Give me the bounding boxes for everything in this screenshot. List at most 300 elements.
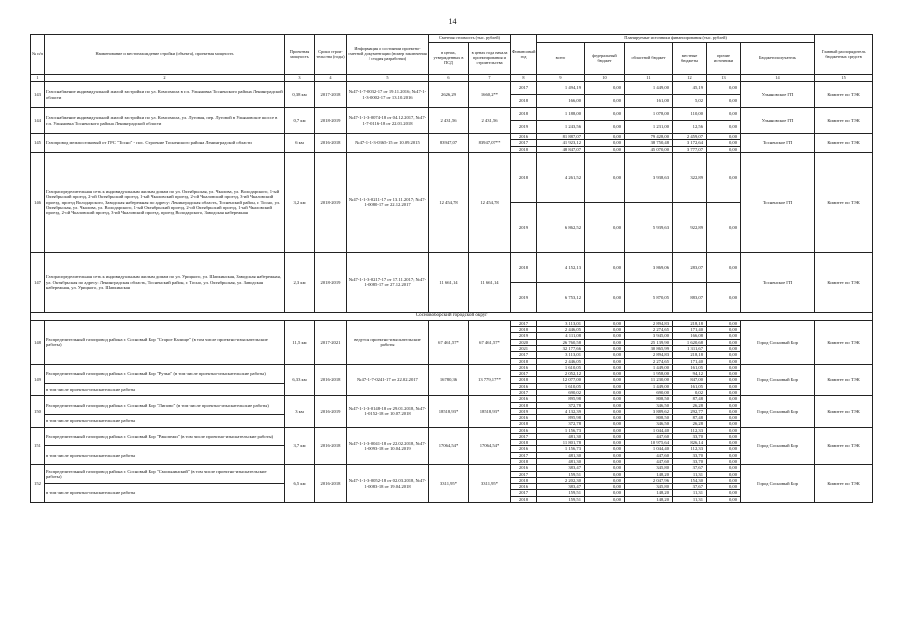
cell-local: 45,19 xyxy=(673,82,707,95)
cell-federal: 0,00 xyxy=(585,377,625,383)
project-name: Газопровод межпоселковый от ГРС "Тосно" - пос. Строение Тосненского района Ленинградской области xyxy=(45,134,285,153)
cell-total: 81 887,07 xyxy=(537,134,585,140)
cell-regional: 148,20 xyxy=(625,490,673,496)
project-doc-info: №47-1-1-3-0052-18 от 02.03.2018, №47-1-0083-18 от 19.04.2018 xyxy=(347,465,429,503)
table-row xyxy=(31,364,873,370)
cell-regional: 1 958,00 xyxy=(625,371,673,377)
project-manager: Комитет по ТЭК xyxy=(815,134,873,153)
project-capacity: 3 км xyxy=(285,396,315,427)
cell-regional: 2 274,65 xyxy=(625,358,673,364)
cell-year: 2020 xyxy=(511,339,537,345)
cell-regional: 346,50 xyxy=(625,402,673,408)
cell-total: 2 052,12 xyxy=(537,371,585,377)
header-doc-info: Информация о состоянии проектно-сметной документации (номер заключения / стадия разработки) xyxy=(347,35,429,75)
project-period: 2016-2019 xyxy=(315,396,347,427)
cell-year: 2016 xyxy=(511,396,537,402)
cell-local: 37,67 xyxy=(673,484,707,490)
col-number: 12 xyxy=(673,75,707,82)
cell-other: 0,00 xyxy=(707,320,741,326)
cell-regional: 346,50 xyxy=(625,421,673,427)
cell-federal: 0,00 xyxy=(585,427,625,433)
cell-local: 11,31 xyxy=(673,490,707,496)
col-number: 13 xyxy=(707,75,741,82)
col-number: 6 xyxy=(429,75,469,82)
cell-year: 2016 xyxy=(511,415,537,421)
project-recipient: Ульяновское ГП xyxy=(741,82,815,108)
cell-federal: 0,00 xyxy=(585,82,625,95)
project-manager: Комитет по ТЭК xyxy=(815,465,873,503)
table-row xyxy=(31,465,873,471)
cell-year: 2018 xyxy=(511,402,537,408)
project-capacity: 11,5 км xyxy=(285,320,315,364)
cell-total: 1 188,00 xyxy=(537,108,585,121)
cell-total: 481,30 xyxy=(537,459,585,465)
project-recipient: Город Сосновый Бор xyxy=(741,364,815,395)
project-doc-info: №47-1-1-3-0211-17 от 13.11.2017; №47-1-0080-17 от 22.12.2017 xyxy=(347,152,429,252)
cell-local: 11,31 xyxy=(673,496,707,502)
cell-other: 0,00 xyxy=(707,396,741,402)
cell-local: 112,33 xyxy=(673,446,707,452)
row-number: 148 xyxy=(31,320,45,364)
cell-local: 218,18 xyxy=(673,320,707,326)
cell-regional: 3 938,63 xyxy=(625,152,673,202)
cell-local: 0,02 xyxy=(673,389,707,395)
cell-year: 2018 xyxy=(511,477,537,483)
cell-year: 2019 xyxy=(511,282,537,312)
cell-federal: 0,00 xyxy=(585,446,625,452)
project-manager: Комитет по ТЭК xyxy=(815,427,873,465)
col-number: 15 xyxy=(815,75,873,82)
cell-regional: 1 449,00 xyxy=(625,383,673,389)
project-recipient: Город Сосновый Бор xyxy=(741,465,815,503)
cell-total: 1 156,73 xyxy=(537,446,585,452)
cell-total: 1 243,56 xyxy=(537,121,585,134)
project-cost-current: 17064,54* xyxy=(469,427,511,465)
cell-total: 383,47 xyxy=(537,484,585,490)
cell-federal: 0,00 xyxy=(585,152,625,202)
cell-total: 3 113,01 xyxy=(537,352,585,358)
cell-regional: 345,80 xyxy=(625,465,673,471)
cell-local: 87,48 xyxy=(673,396,707,402)
cell-regional: 30 865,99 xyxy=(625,345,673,351)
cell-year: 2018 xyxy=(511,421,537,427)
cell-total: 1 610,05 xyxy=(537,364,585,370)
cell-year: 2017 xyxy=(511,452,537,458)
project-cost-current: 12 454,78 xyxy=(469,152,511,252)
cell-regional: 3 889,62 xyxy=(625,408,673,414)
cell-federal: 0,00 xyxy=(585,327,625,333)
cell-total: 159,51 xyxy=(537,496,585,502)
cell-federal: 0,00 xyxy=(585,490,625,496)
col-number: 7 xyxy=(469,75,511,82)
cell-total: 159,51 xyxy=(537,471,585,477)
project-cost-base: 16780,36 xyxy=(429,364,469,395)
project-subtitle: в том числе проектно-изыскательские работы xyxy=(45,484,285,503)
header-total: всего xyxy=(537,43,585,75)
cell-regional: 11 230,00 xyxy=(625,377,673,383)
cell-year: 2019 xyxy=(511,333,537,339)
cell-other: 0,00 xyxy=(707,496,741,502)
project-manager: Комитет по ТЭК xyxy=(815,108,873,134)
header-period: Сроки строи-тельства (годы) xyxy=(315,35,347,75)
project-period: 2016-2018 xyxy=(315,364,347,395)
table-row xyxy=(31,108,873,121)
cell-regional: 808,50 xyxy=(625,396,673,402)
cell-local: 112,33 xyxy=(673,427,707,433)
header-regional: областной бюджет xyxy=(625,43,673,75)
cell-total: 2 446,05 xyxy=(537,358,585,364)
cell-other: 0,00 xyxy=(707,477,741,483)
cell-year: 2016 xyxy=(511,446,537,452)
cell-federal: 0,00 xyxy=(585,352,625,358)
cell-total: 481,30 xyxy=(537,433,585,439)
header-local: местные бюджеты xyxy=(673,43,707,75)
header-name: Наименование и местонахождение стройки (объекта), проектная мощность xyxy=(45,35,285,75)
header-capacity: Проектная мощность xyxy=(285,35,315,75)
project-name: Газораспределительная сеть к индивидуальным жилым домам по ул. Октябрьская, ул. Чкалова, ул. Володарского, 1-ый Октябрьский проезд, 2-ой Октябрьский проезд, 1-ый Чкаловский проезд, 2-ой Чкаловский проезд, 3-ий Чкаловский проезд, проезд Володарского, Заводская набережная по адресу: Ленинградская область, Тосненский район, г. Тосно, ул. Октябрьская, ул. Чкалова, ул. Володарского, 1-ый Октябрьский проезд, 2-ой Октябрьский проезд, 1-ый Чкаловский проезд, 2-ой Чкаловский проезд, 3-ий Чкаловский проезд, проезд Володарского, Заводская набережная xyxy=(45,152,285,252)
cell-other: 0,00 xyxy=(707,134,741,140)
cell-total: 48 847,07 xyxy=(537,146,585,152)
project-period: 2017-2018 xyxy=(315,82,347,108)
cell-other: 0,00 xyxy=(707,471,741,477)
cell-year: 2017 xyxy=(511,433,537,439)
cell-regional: 690,00 xyxy=(625,389,673,395)
project-capacity: 3,7 км xyxy=(285,427,315,465)
cell-local: 826,14 xyxy=(673,440,707,446)
project-cost-current: 1660,2** xyxy=(469,82,511,108)
cell-local: 322,89 xyxy=(673,152,707,202)
cell-other: 0,00 xyxy=(707,339,741,345)
project-name: Распределительный газопровод района г. Сосновый Бор "Ручьи" (в том числе проектно-изыскательские работы) xyxy=(45,364,285,383)
table-body-sosnovy-bor xyxy=(31,320,873,502)
cell-other: 0,00 xyxy=(707,152,741,202)
cell-other: 0,00 xyxy=(707,421,741,427)
project-manager: Комитет по ТЭК xyxy=(815,82,873,108)
cell-year: 2018 xyxy=(511,152,537,202)
cell-year: 2018 xyxy=(511,459,537,465)
row-number: 145 xyxy=(31,134,45,153)
cell-federal: 0,00 xyxy=(585,396,625,402)
cell-federal: 0,00 xyxy=(585,415,625,421)
cell-year: 2019 xyxy=(511,408,537,414)
cell-total: 1 494,19 xyxy=(537,82,585,95)
project-cost-base: 2 431,56 xyxy=(429,108,469,134)
project-name: Газоснабжение индивидуальной жилой застройки по ул. Комсомола в г.п. Ульяновка Тосненского района Ленинградской области xyxy=(45,82,285,108)
cell-other: 0,00 xyxy=(707,465,741,471)
table-row xyxy=(31,134,873,140)
cell-year: 2016 xyxy=(511,364,537,370)
cell-local: 161,05 xyxy=(673,364,707,370)
project-period: 2018-2019 xyxy=(315,152,347,252)
cell-year: 2017 xyxy=(511,471,537,477)
project-doc-info: ведутся проектно-изыскательские работы xyxy=(347,320,429,364)
cell-other: 0,00 xyxy=(707,490,741,496)
project-cost-base: 3311,95* xyxy=(429,465,469,503)
cell-other: 0,00 xyxy=(707,389,741,395)
project-doc-info: №47-1-1-3-0148-18 от 29.01.2018, №47-1-0152-18 от 10.07.2018 xyxy=(347,396,429,427)
project-cost-base: 83947,07 xyxy=(429,134,469,153)
project-name: Распределительный газопровод района г. Сосновый Бор "Липово" (в том числе проектно-изыскательские работы) xyxy=(45,396,285,415)
header-cost-current: в ценах года начала проектирования и строительства xyxy=(469,43,511,75)
col-number: 9 xyxy=(537,75,585,82)
cell-year: 2017 xyxy=(511,140,537,146)
cell-total: 2 446,05 xyxy=(537,327,585,333)
table-row xyxy=(31,252,873,282)
cell-regional: 1 044,40 xyxy=(625,427,673,433)
project-name: Распределительный газопровод района г. Сосновый Бор "Старое Калище" (в том числе проектно-изыскательские работы) xyxy=(45,320,285,364)
project-manager: Комитет по ТЭК xyxy=(815,396,873,427)
cell-federal: 0,00 xyxy=(585,477,625,483)
cell-federal: 0,00 xyxy=(585,121,625,134)
cell-federal: 0,00 xyxy=(585,471,625,477)
cell-local: 171,40 xyxy=(673,327,707,333)
project-cost-current: 18518,93* xyxy=(469,396,511,427)
cell-regional: 1 078,00 xyxy=(625,108,673,121)
cell-year: 2018 xyxy=(511,358,537,364)
project-recipient: Тосненское ГП xyxy=(741,152,815,252)
cell-year: 2016 xyxy=(511,484,537,490)
cell-federal: 0,00 xyxy=(585,202,625,252)
cell-federal: 0,00 xyxy=(585,371,625,377)
cell-local: 922,89 xyxy=(673,202,707,252)
cell-year: 2018 xyxy=(511,496,537,502)
cell-regional: 5 939,63 xyxy=(625,202,673,252)
table-row xyxy=(31,82,873,95)
cell-local: 94,12 xyxy=(673,371,707,377)
cell-total: 1 610,05 xyxy=(537,383,585,389)
cell-other: 0,00 xyxy=(707,358,741,364)
cell-federal: 0,00 xyxy=(585,134,625,140)
cell-federal: 0,00 xyxy=(585,146,625,152)
cell-local: 218,18 xyxy=(673,352,707,358)
project-capacity: 0,7 км xyxy=(285,108,315,134)
cell-year: 2018 xyxy=(511,327,537,333)
header-federal: федеральный бюджет xyxy=(585,43,625,75)
cell-regional: 2 274,65 xyxy=(625,327,673,333)
cell-local: 87,48 xyxy=(673,415,707,421)
table-row xyxy=(31,152,873,202)
cell-regional: 1 044,40 xyxy=(625,446,673,452)
cell-year: 2016 xyxy=(511,427,537,433)
cell-federal: 0,00 xyxy=(585,402,625,408)
cell-other: 0,00 xyxy=(707,383,741,389)
cell-year: 2017 xyxy=(511,389,537,395)
cell-federal: 0,00 xyxy=(585,358,625,364)
header-num: № п/п xyxy=(31,35,45,75)
cell-other: 0,00 xyxy=(707,352,741,358)
section-title: Сосновоборский городской округ xyxy=(31,312,873,320)
col-number: 14 xyxy=(741,75,815,82)
project-doc-info: №47-1-7-0241-17 от 22.02.2017 xyxy=(347,364,429,395)
cell-federal: 0,00 xyxy=(585,408,625,414)
cell-federal: 0,00 xyxy=(585,282,625,312)
cell-federal: 0,00 xyxy=(585,95,625,108)
row-number: 150 xyxy=(31,396,45,427)
cell-other: 0,00 xyxy=(707,484,741,490)
row-number: 147 xyxy=(31,252,45,312)
cell-local: 12,56 xyxy=(673,121,707,134)
project-recipient: Тосненское ГП xyxy=(741,252,815,312)
project-capacity: 2,3 км xyxy=(285,252,315,312)
cell-total: 166,00 xyxy=(537,95,585,108)
project-recipient: Ульяновское ГП xyxy=(741,108,815,134)
cell-total: 895,98 xyxy=(537,415,585,421)
project-name: Газораспределительная сеть к индивидуальным жилым домам по ул. Урицкого, ул. Шапкинская, Заводская набережная, ул. Октябрьская по адресу: Ленинградская область, Тосненский район, г. Тосно, ул. Октябрьская, ул. Заводская набережная, ул. Урицкого, ул. Шапкинская xyxy=(45,252,285,312)
table-row xyxy=(31,427,873,433)
cell-year: 2018 xyxy=(511,440,537,446)
cell-total: 4 132,39 xyxy=(537,408,585,414)
row-number: 152 xyxy=(31,465,45,503)
cell-regional: 1 231,00 xyxy=(625,121,673,134)
header-year: Финансовый год xyxy=(511,35,537,75)
cell-other: 0,00 xyxy=(707,146,741,152)
cell-federal: 0,00 xyxy=(585,320,625,326)
table-body-tosno xyxy=(31,82,873,313)
cell-other: 0,00 xyxy=(707,433,741,439)
col-number: 8 xyxy=(511,75,537,82)
project-period: 2016-2018 xyxy=(315,465,347,503)
project-recipient: Город Сосновый Бор xyxy=(741,396,815,427)
cell-local: 161,05 xyxy=(673,383,707,389)
cell-total: 32 177,66 xyxy=(537,345,585,351)
cell-other: 0,00 xyxy=(707,345,741,351)
project-subtitle: в том числе проектно-изыскательские работы xyxy=(45,446,285,465)
cell-regional: 3 945,00 xyxy=(625,333,673,339)
col-number: 10 xyxy=(585,75,625,82)
project-recipient: Тосненское ГП xyxy=(741,134,815,153)
cell-federal: 0,00 xyxy=(585,440,625,446)
project-capacity: 6,33 км xyxy=(285,364,315,395)
cell-year: 2018 xyxy=(511,108,537,121)
header-manager: Главный распорядитель бюджетных средств xyxy=(815,35,873,75)
project-name: Распределительный газопровод района г. Сосновый Бор "Смольнинский" (в том числе проектно-изыскательские работы) xyxy=(45,465,285,484)
project-manager: Комитет по ТЭК xyxy=(815,364,873,395)
cell-other: 0,00 xyxy=(707,333,741,339)
cell-total: 690,02 xyxy=(537,389,585,395)
cell-year: 2017 xyxy=(511,352,537,358)
cell-other: 0,00 xyxy=(707,459,741,465)
project-period: 2018-2019 xyxy=(315,108,347,134)
cell-federal: 0,00 xyxy=(585,333,625,339)
project-name: Распределительный газопровод района г. Сосновый Бор "Ракопежи" (в том числе проектно-изыскательские работы) xyxy=(45,427,285,446)
project-cost-current: 83947,07** xyxy=(469,134,511,153)
cell-federal: 0,00 xyxy=(585,364,625,370)
project-recipient: Город Сосновый Бор xyxy=(741,320,815,364)
cell-local: 3 777,07 xyxy=(673,146,707,152)
cell-local: 110,00 xyxy=(673,108,707,121)
column-numbers-row xyxy=(31,75,873,82)
project-doc-info: №47-1-7-0032-17 от 19.11.2016; №47-1-1-3-0002-17 от 13.10.2016 xyxy=(347,82,429,108)
project-recipient: Город Сосновый Бор xyxy=(741,427,815,465)
cell-other: 0,00 xyxy=(707,121,741,134)
cell-regional: 10 975,64 xyxy=(625,440,673,446)
cell-other: 0,00 xyxy=(707,202,741,252)
cell-other: 0,00 xyxy=(707,402,741,408)
project-period: 2016-2018 xyxy=(315,134,347,153)
header-other: прочие источники xyxy=(707,43,741,75)
col-number: 3 xyxy=(285,75,315,82)
col-number: 1 xyxy=(31,75,45,82)
col-number: 5 xyxy=(347,75,429,82)
project-doc-info: №47-1-1-3-0074-18 от 04.12.2017, №47-1-7-0116-18 от 22.01.2018 xyxy=(347,108,429,134)
cell-year: 2021 xyxy=(511,345,537,351)
project-capacity: 6 км xyxy=(285,134,315,153)
cell-year: 2016 xyxy=(511,383,537,389)
cell-regional: 161,00 xyxy=(625,95,673,108)
cell-local: 847,00 xyxy=(673,377,707,383)
project-cost-current: 3311,95* xyxy=(469,465,511,503)
cell-local: 5,02 xyxy=(673,95,707,108)
cell-year: 2016 xyxy=(511,134,537,140)
col-number: 4 xyxy=(315,75,347,82)
project-capacity: 0,38 км xyxy=(285,82,315,108)
project-cost-current: 11 661,14 xyxy=(469,252,511,312)
project-cost-base: 67 461,57* xyxy=(429,320,469,364)
cell-federal: 0,00 xyxy=(585,484,625,490)
cell-total: 11 801,78 xyxy=(537,440,585,446)
cell-other: 0,00 xyxy=(707,408,741,414)
cell-total: 481,30 xyxy=(537,452,585,458)
cell-year: 2019 xyxy=(511,121,537,134)
project-manager: Комитет по ТЭК xyxy=(815,152,873,252)
cell-total: 159,51 xyxy=(537,490,585,496)
cell-local: 292,77 xyxy=(673,408,707,414)
row-number: 144 xyxy=(31,108,45,134)
cell-federal: 0,00 xyxy=(585,452,625,458)
cell-regional: 345,80 xyxy=(625,484,673,490)
project-doc-info: №47-1-1-3-0217-17 от 17.11.2017; №47-1-0085-17 от 27.12.2017 xyxy=(347,252,429,312)
cell-other: 0,00 xyxy=(707,252,741,282)
cell-local: 2 459,07 xyxy=(673,134,707,140)
cell-other: 0,00 xyxy=(707,440,741,446)
cell-year: 2017 xyxy=(511,490,537,496)
cell-year: 2016 xyxy=(511,465,537,471)
project-period: 2016-2018 xyxy=(315,427,347,465)
cell-federal: 0,00 xyxy=(585,496,625,502)
cell-regional: 45 070,00 xyxy=(625,146,673,152)
cell-regional: 447,60 xyxy=(625,433,673,439)
cell-regional: 148,20 xyxy=(625,471,673,477)
cell-federal: 0,00 xyxy=(585,465,625,471)
cell-federal: 0,00 xyxy=(585,108,625,121)
cell-regional: 25 139,90 xyxy=(625,339,673,345)
cell-year: 2019 xyxy=(511,202,537,252)
cell-total: 6 753,12 xyxy=(537,282,585,312)
project-cost-base: 2626,29 xyxy=(429,82,469,108)
cell-local: 37,67 xyxy=(673,465,707,471)
cell-local: 883,07 xyxy=(673,282,707,312)
project-subtitle: в том числе проектно-изыскательские работы xyxy=(45,415,285,428)
cell-federal: 0,00 xyxy=(585,383,625,389)
cell-local: 154,30 xyxy=(673,477,707,483)
cell-total: 6 862,52 xyxy=(537,202,585,252)
cell-other: 0,00 xyxy=(707,377,741,383)
cell-total: 895,98 xyxy=(537,396,585,402)
investment-table xyxy=(30,34,873,503)
cell-local: 33,70 xyxy=(673,452,707,458)
cell-total: 3 113,01 xyxy=(537,320,585,326)
project-manager: Комитет по ТЭК xyxy=(815,320,873,364)
project-period: 2018-2019 xyxy=(315,252,347,312)
cell-other: 0,00 xyxy=(707,327,741,333)
section-header xyxy=(31,312,873,320)
cell-total: 4 261,52 xyxy=(537,152,585,202)
cell-federal: 0,00 xyxy=(585,421,625,427)
cell-federal: 0,00 xyxy=(585,339,625,345)
cell-regional: 38 750,48 xyxy=(625,140,673,146)
cell-total: 26 760,58 xyxy=(537,339,585,345)
cell-other: 0,00 xyxy=(707,95,741,108)
